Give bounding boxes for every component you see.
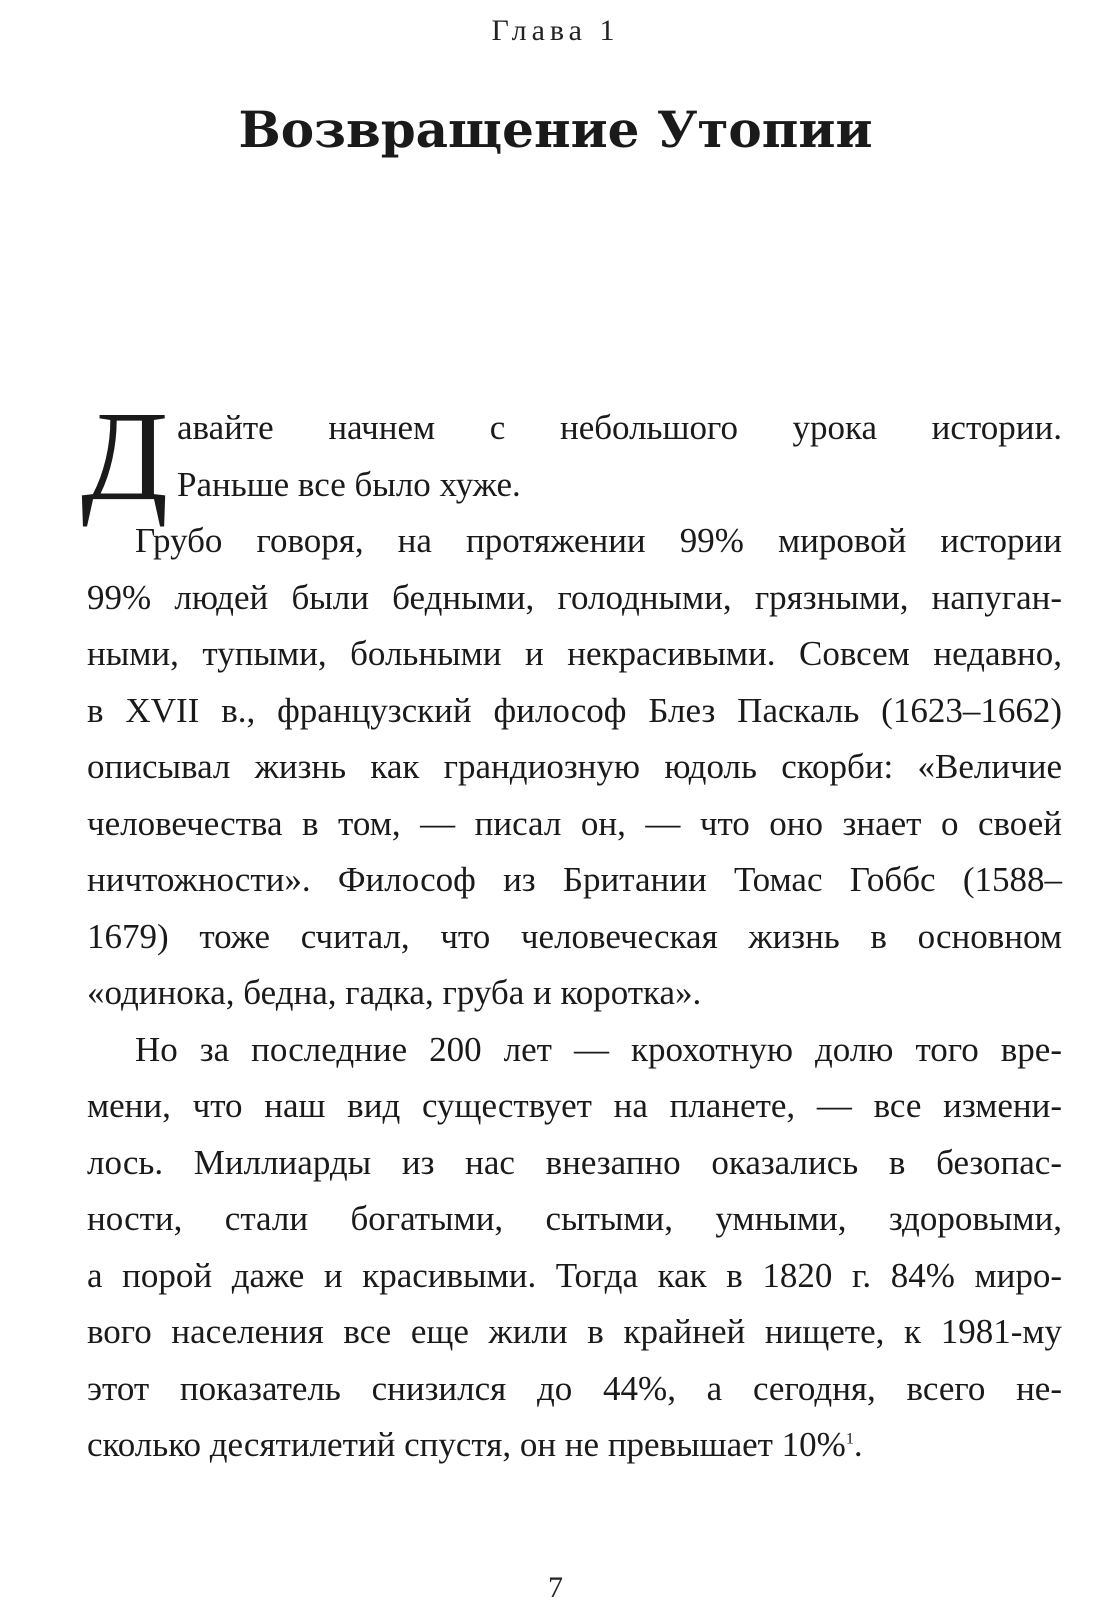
text-line: этот показатель снизился до 44%, а сегодня, всего не- — [87, 1368, 1062, 1408]
text-line: 1679) тоже считал, что человеческая жизнь в основном — [87, 916, 1062, 956]
text-line: описывал жизнь как грандиозную юдоль скорби: «Величие — [87, 747, 1062, 786]
text-line-final-text: сколько десятилетий спустя, он не превышает 10% — [87, 1425, 846, 1464]
page-number: 7 — [548, 1571, 563, 1604]
text-line: авайте начнем с небольшого урока истории. — [177, 408, 1062, 447]
drop-cap: Д — [81, 385, 169, 527]
text-line: «одинока, бедна, гадка, груба и коротка». — [87, 973, 702, 1012]
text-line: Раньше все было хуже. — [177, 464, 521, 504]
text-line: ными, тупыми, больными и некрасивыми. Совсем недавно, — [87, 634, 1062, 673]
text-line: 99% людей были бедными, голодными, грязными, напуган- — [87, 577, 1062, 617]
text-line: лось. Миллиарды из нас внезапно оказались в безопас- — [87, 1142, 1062, 1182]
sentence-end: . — [853, 1425, 863, 1464]
text-line: вого населения все еще жили в крайней нищете, к 1981-му — [87, 1312, 1062, 1351]
chapter-label: Глава 1 — [491, 14, 620, 47]
text-line: в XVII в., французский философ Блез Паскаль (1623–1662) — [87, 690, 1062, 730]
text-line: а порой даже и красивыми. Тогда как в 1820 г. 84% миро- — [87, 1255, 1062, 1295]
text-line: Грубо говоря, на протяжении 99% мировой истории — [135, 521, 1062, 560]
body-text — [81, 385, 1062, 1474]
text-line: ности, стали богатыми, сытыми, умными, здоровыми, — [87, 1199, 1062, 1238]
text-line: Но за последние 200 лет — крохотную долю того вре- — [135, 1029, 1062, 1069]
text-line-final — [87, 1417, 1062, 1474]
text-line: мени, что наш вид существует на планете, — все измени- — [87, 1086, 1062, 1125]
chapter-title: Возвращение Утопии — [238, 100, 873, 159]
text-line: ничтожности». Философ из Британии Томас Гоббс (1588– — [87, 860, 1062, 899]
text-line: человечества в том, — писал он, — что оно знает о своей — [87, 803, 1062, 843]
footnote-reference[interactable]: 1 — [845, 1430, 854, 1448]
